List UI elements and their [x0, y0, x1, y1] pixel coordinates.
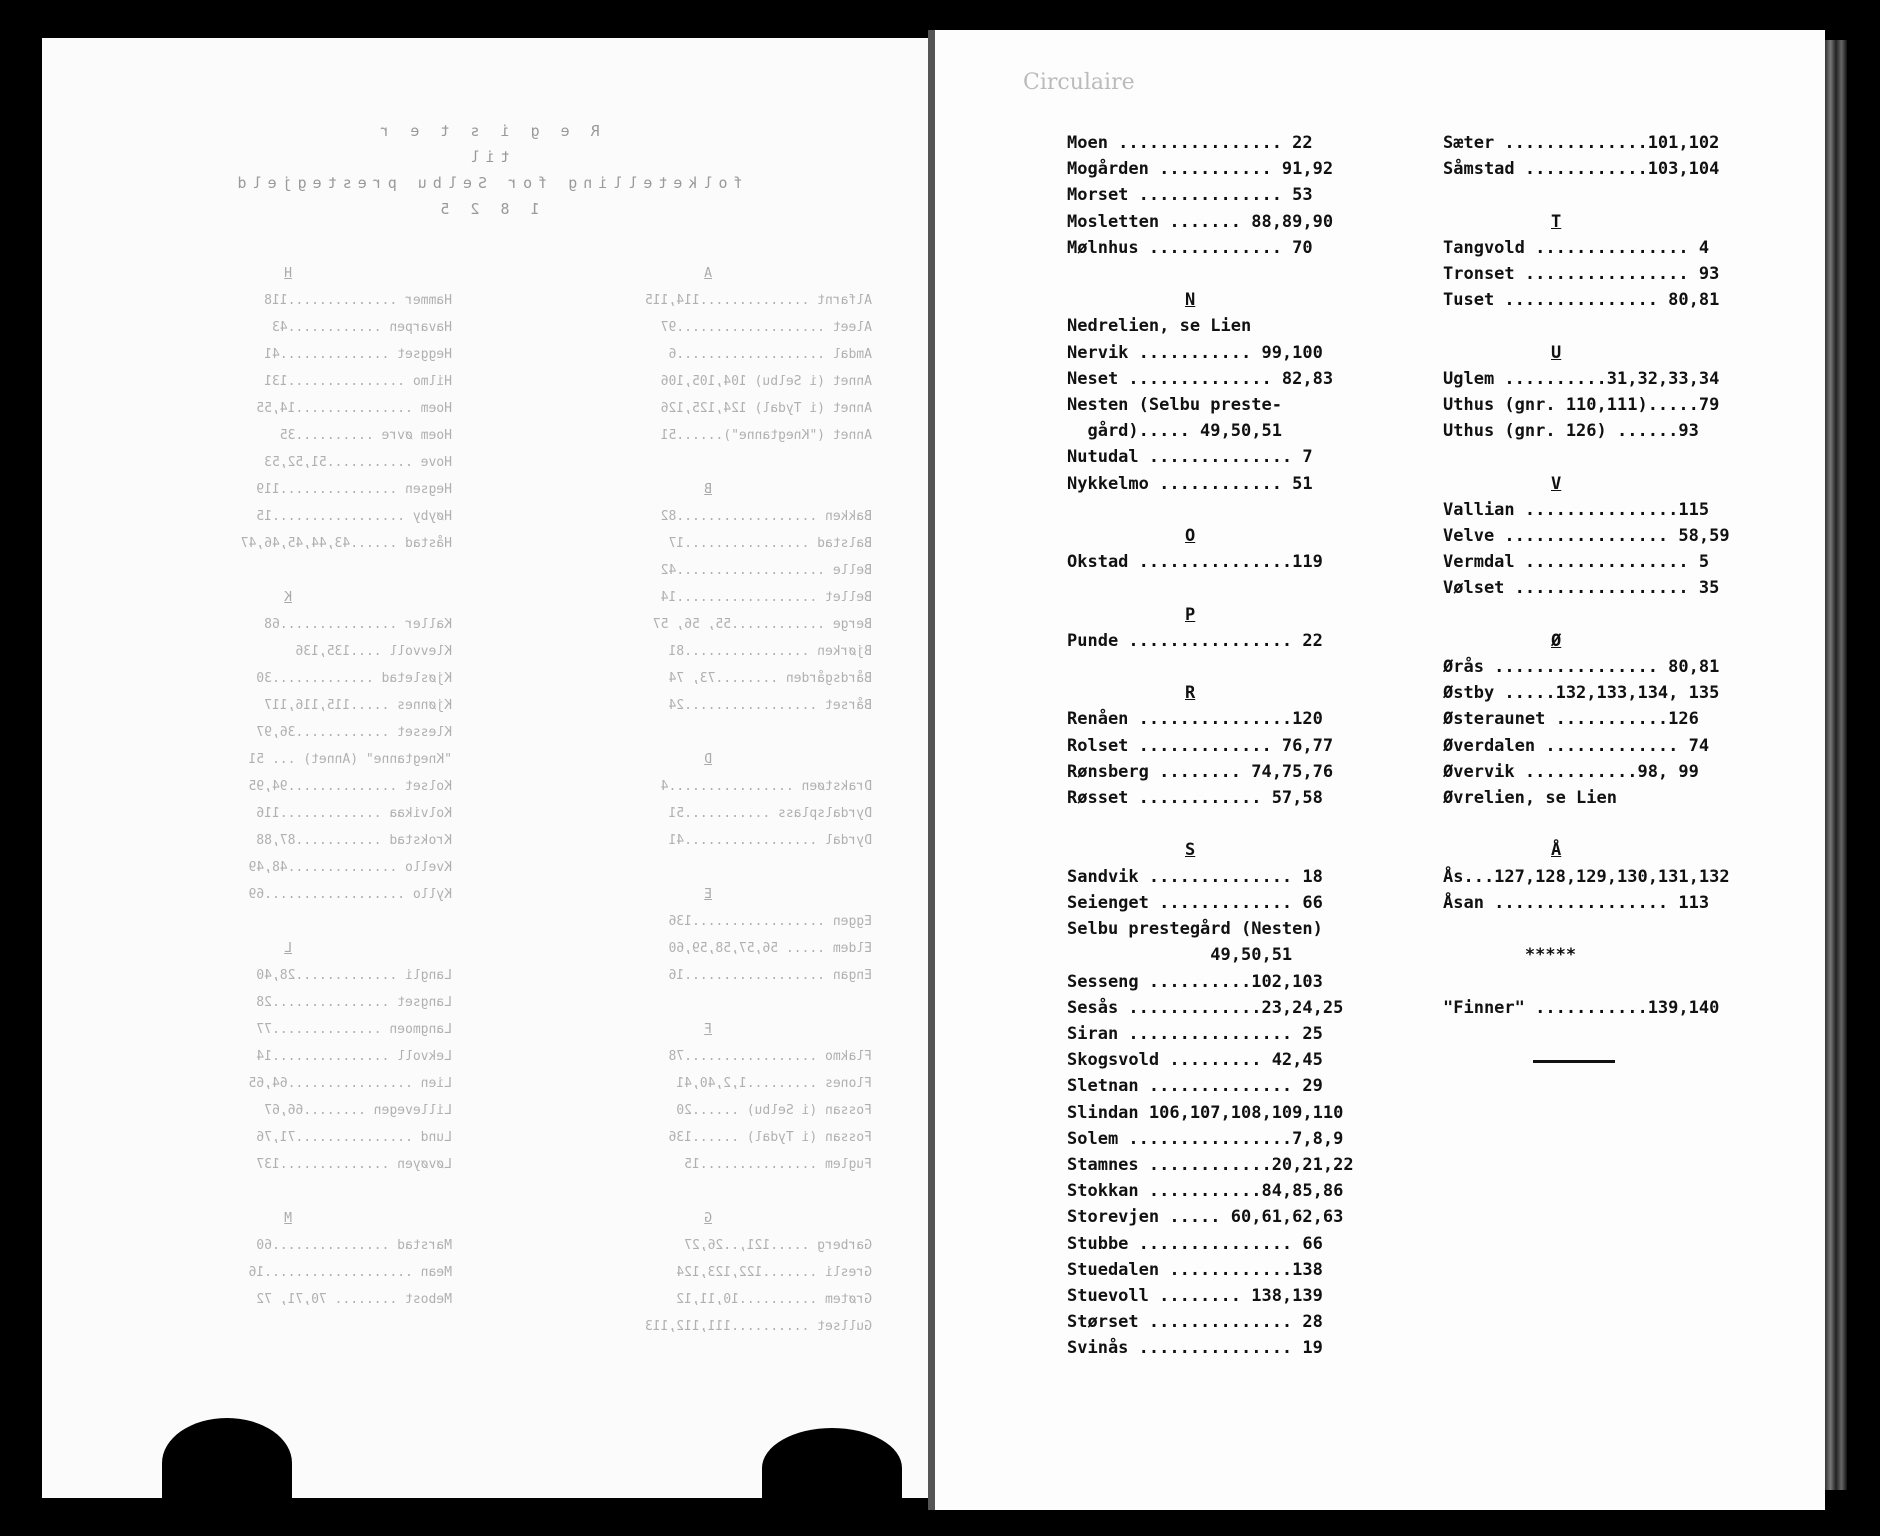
mirror-section-letter: D	[704, 752, 712, 767]
blank-line	[1067, 575, 1354, 601]
mirror-entry: Kaller ...............68	[264, 617, 452, 632]
mirror-section-letter: L	[284, 941, 292, 956]
index-entry: Vallian ...............115	[1443, 499, 1710, 520]
section-letter: Å	[1551, 840, 1562, 861]
index-entry: Sesås .............23,24,25	[1067, 997, 1344, 1018]
mirror-entry: Høyby .................15	[256, 509, 452, 524]
right-page	[935, 30, 1825, 1510]
index-entry: Størset .............. 28	[1067, 1312, 1323, 1333]
mirror-entry: Lund ...............71,76	[256, 1130, 452, 1145]
mirror-entry: Bårdsgården ........73, 74	[668, 671, 872, 686]
mirror-entry: Dyrdal .................41	[668, 833, 872, 848]
mirror-entry: Annet ("Knegtanne")......51	[660, 428, 872, 443]
index-entry: Rolset ............. 76,77	[1067, 735, 1334, 756]
left-page	[42, 38, 932, 1498]
mirror-entry: Langli .............28,40	[256, 968, 452, 983]
index-entry: Solem ................7,8,9	[1067, 1128, 1344, 1149]
blank-line	[1443, 313, 1730, 339]
index-entry: Stubbe ............... 66	[1067, 1233, 1323, 1254]
mirror-entry: Mean ...................16	[248, 1265, 452, 1280]
section-letter: S	[1185, 840, 1196, 861]
blank-line	[1067, 261, 1354, 287]
mirror-entry: Kyllo ..................69	[248, 887, 452, 902]
index-entry: Nervik ........... 99,100	[1067, 342, 1323, 363]
index-entry: Øvrelien, se Lien	[1443, 788, 1617, 809]
index-entry: Åsan ................. 113	[1443, 892, 1710, 913]
index-entry: Nutudal .............. 7	[1067, 447, 1313, 468]
mirror-entry: Mebost ........ 70,71, 72	[256, 1292, 452, 1307]
index-entry: Sæter ..............101,102	[1443, 133, 1720, 153]
index-entry: Øvervik ...........98, 99	[1443, 761, 1699, 782]
mirror-entry: Lien ................64,65	[248, 1076, 452, 1091]
blank-line	[1443, 444, 1730, 470]
index-entry: Mosletten ....... 88,89,90	[1067, 211, 1334, 232]
index-entry: Nesten (Selbu preste-	[1067, 395, 1282, 416]
blank-line	[1443, 182, 1730, 208]
mirror-entry: Berge ............55, 56, 57	[652, 617, 872, 632]
index-entry: Øverdalen ............. 74	[1443, 735, 1710, 756]
index-entry: Tronset ................ 93	[1443, 264, 1720, 285]
index-entry: Moen ................ 22	[1067, 133, 1313, 153]
mirror-entry: Engan ..................16	[668, 968, 872, 983]
index-entry: Rønsberg ........ 74,75,76	[1067, 761, 1334, 782]
mirror-entry: Håstad ......43,44,45,46,47	[240, 536, 452, 551]
index-entry: Ås...127,128,129,130,131,132	[1443, 866, 1730, 887]
mirror-entry: Alfarnt ..............114,115	[645, 293, 872, 308]
index-entry: Ørås ................ 80,81	[1443, 657, 1720, 678]
page-edge	[1825, 40, 1847, 1490]
blank-line	[1067, 654, 1354, 680]
mirror-section-letter: B	[704, 482, 712, 497]
title-line: R e g i s t e r	[374, 122, 600, 140]
mirror-entry: Gresli .......122,123,124	[676, 1265, 872, 1280]
title-line: til	[464, 148, 510, 166]
index-entry: Okstad ...............119	[1067, 552, 1323, 573]
section-letter: R	[1185, 683, 1196, 704]
section-letter: P	[1185, 604, 1196, 625]
mirror-entry: Hammer ..............118	[264, 293, 452, 308]
mirror-entry: Hegsen ...............119	[256, 482, 452, 497]
index-column-1	[1067, 130, 1354, 1362]
mirror-entry: Eldem ..... 56,57,58,59,60	[668, 941, 872, 956]
index-entry: Nedrelien, se Lien	[1067, 316, 1252, 337]
section-letter: T	[1551, 211, 1562, 232]
blank-line	[1067, 497, 1354, 523]
index-entry: 49,50,51	[1067, 945, 1293, 966]
index-entry: Slindan 106,107,108,109,110	[1067, 1102, 1344, 1123]
mirror-column-b	[241, 260, 452, 1340]
thumb-shadow	[162, 1418, 292, 1508]
mirror-entry: Grøtem ..........10,11,12	[676, 1292, 872, 1307]
separator-stars: *****	[1443, 945, 1577, 966]
mirror-entry: Drakstøen ................4	[660, 779, 872, 794]
index-entry: Skogsvold ......... 42,45	[1067, 1050, 1323, 1071]
index-entry: Østby .....132,133,134, 135	[1443, 683, 1720, 704]
index-entry: Velve ................ 58,59	[1443, 526, 1730, 547]
mirror-entry: Kjøsletad .............30	[256, 671, 452, 686]
index-entry: Seienget ............. 66	[1067, 892, 1323, 913]
index-entry: Uglem ..........31,32,33,34	[1443, 368, 1720, 389]
index-entry: Neset .............. 82,83	[1067, 368, 1334, 389]
mirror-entry: Gullset ..........111,112,113	[645, 1319, 872, 1334]
section-letter: V	[1551, 473, 1562, 494]
index-entry: Østeraunet ...........126	[1443, 709, 1699, 730]
index-column-2	[1443, 130, 1730, 1021]
mirror-entry: Kolset ..............94,95	[248, 779, 452, 794]
index-entry: Morset .............. 53	[1067, 185, 1313, 206]
index-entry: Vølset ................. 35	[1443, 578, 1720, 599]
thumb-shadow	[762, 1428, 902, 1508]
mirror-entry: Havarpen ............43	[271, 320, 452, 335]
mirror-entry: Hove ...........51,52,53	[264, 455, 452, 470]
mirror-entry: Balstad ................17	[668, 536, 872, 551]
index-entry: Sesseng ..........102,103	[1067, 971, 1323, 992]
mirror-entry: Lillevegen ........66,67	[264, 1103, 452, 1118]
title-line: folketelling for Selbu prestegjeld	[231, 174, 743, 192]
mirror-entry: Bjørken ................81	[668, 644, 872, 659]
mirror-entry: Dyrdalsplass ...........51	[668, 806, 872, 821]
section-letter: N	[1185, 290, 1196, 311]
section-letter: O	[1185, 526, 1196, 547]
mirror-entry: Annet (i Selbu) 104,105,106	[660, 374, 872, 389]
mirror-section-letter: G	[704, 1211, 712, 1226]
index-entry: Tuset ............... 80,81	[1443, 290, 1720, 311]
mirror-entry: Hoem ...............14,55	[256, 401, 452, 416]
closing-rule	[1533, 1060, 1615, 1063]
mirror-entry: Kjønnes .....115,116,117	[264, 698, 452, 713]
index-entry: Stuevoll ........ 138,139	[1067, 1285, 1323, 1306]
index-entry: Storevjen ..... 60,61,62,63	[1067, 1207, 1344, 1228]
index-entry: Siran ................ 25	[1067, 1023, 1323, 1044]
index-entry: Mogården ........... 91,92	[1067, 159, 1334, 180]
title-line: 1 8 2 5	[434, 200, 540, 218]
index-entry: Punde ................ 22	[1067, 630, 1323, 651]
blank-line	[1443, 916, 1730, 942]
mirror-entry: Flones .........1,2,40,41	[676, 1076, 872, 1091]
register-title	[42, 118, 932, 222]
mirror-entry: Garberg .....121,..26,27	[684, 1238, 872, 1253]
mirror-entry: Langset ...............28	[256, 995, 452, 1010]
mirror-entry: Marstad ...............60	[256, 1238, 452, 1253]
blank-line	[1067, 811, 1354, 837]
mirror-column-a	[645, 260, 872, 1367]
mirror-entry: Flakmo .................78	[668, 1049, 872, 1064]
blank-line	[1443, 811, 1730, 837]
index-entry: Nykkelmo ............ 51	[1067, 473, 1313, 494]
index-entry: Tangvold ............... 4	[1443, 237, 1710, 258]
mirror-section-letter: E	[704, 887, 712, 902]
mirror-entry: Krokstad ...........87,88	[256, 833, 452, 848]
section-letter: U	[1551, 342, 1562, 363]
mirror-entry: Amdal ...................6	[668, 347, 872, 362]
index-entry: gård)..... 49,50,51	[1067, 421, 1282, 442]
index-entry: Stokkan ...........84,85,86	[1067, 1181, 1344, 1202]
section-letter: Ø	[1551, 630, 1562, 651]
mirror-entry: Heggset ..............41	[264, 347, 452, 362]
blank-line	[1443, 969, 1730, 995]
index-entry: Mølnhus ............. 70	[1067, 237, 1313, 258]
mirror-entry: Annet (i Tydal) 124,125,126	[660, 401, 872, 416]
mirror-entry: Kolvikaa .............116	[256, 806, 452, 821]
mirror-entry: Fossan (i Tydal) ......136	[668, 1130, 872, 1145]
index-entry: Uthus (gnr. 126) ......93	[1443, 421, 1699, 442]
mirror-entry: Fuglem ...............15	[684, 1157, 872, 1172]
mirror-section-letter: H	[284, 266, 292, 281]
mirror-entry: Langmoen ..............77	[256, 1022, 452, 1037]
index-entry: Svinås ............... 19	[1067, 1338, 1323, 1359]
mirror-entry: Kvello ..............48,49	[248, 860, 452, 875]
index-entry: Røsset ............ 57,58	[1067, 788, 1323, 809]
mirror-entry: Hoem øvre ..........35	[279, 428, 452, 443]
mirror-section-letter: K	[284, 590, 292, 605]
blank-line	[1443, 602, 1730, 628]
mirror-entry: Hilmo ...............131	[264, 374, 452, 389]
mirror-entry: Bårset .................24	[668, 698, 872, 713]
index-entry: Renåen ...............120	[1067, 709, 1323, 730]
index-entry: Såmstad ............103,104	[1443, 159, 1720, 180]
mirror-entry: Bakken ..................82	[660, 509, 872, 524]
mirror-entry: Klesset ............36,97	[256, 725, 452, 740]
index-entry: Sandvik .............. 18	[1067, 866, 1323, 887]
mirror-entry: Belle ...................42	[660, 563, 872, 578]
mirror-entry: "Knegtanne" (Annet) ... 51	[248, 752, 452, 767]
index-entry: Vermdal ................ 5	[1443, 552, 1710, 573]
mirror-entry: Bellet ..................14	[660, 590, 872, 605]
index-entry: Selbu prestegård (Nesten)	[1067, 919, 1323, 940]
bleed-through-text	[42, 38, 932, 1498]
index-entry: Stuedalen ............138	[1067, 1259, 1323, 1280]
mirror-entry: Klevvoll ....135,136	[295, 644, 452, 659]
mirror-entry: Aleet ...................97	[660, 320, 872, 335]
index-entry: Uthus (gnr. 110,111).....79	[1443, 395, 1720, 416]
mirror-section-letter: M	[284, 1211, 292, 1226]
mirror-entry: Lekvoll ...............14	[256, 1049, 452, 1064]
index-entry: Stamnes ............20,21,22	[1067, 1154, 1354, 1175]
faded-header: Circulaire	[1023, 70, 1135, 95]
mirror-section-letter: F	[704, 1022, 712, 1037]
mirror-section-letter: A	[704, 266, 712, 281]
mirror-entry: Fossan (i Selbu) ......20	[676, 1103, 872, 1118]
index-entry: "Finner" ...........139,140	[1443, 997, 1720, 1018]
mirror-entry: Løvøyen ..............137	[256, 1157, 452, 1172]
mirror-entry: Eggen .................136	[668, 914, 872, 929]
index-entry: Sletnan .............. 29	[1067, 1076, 1323, 1097]
